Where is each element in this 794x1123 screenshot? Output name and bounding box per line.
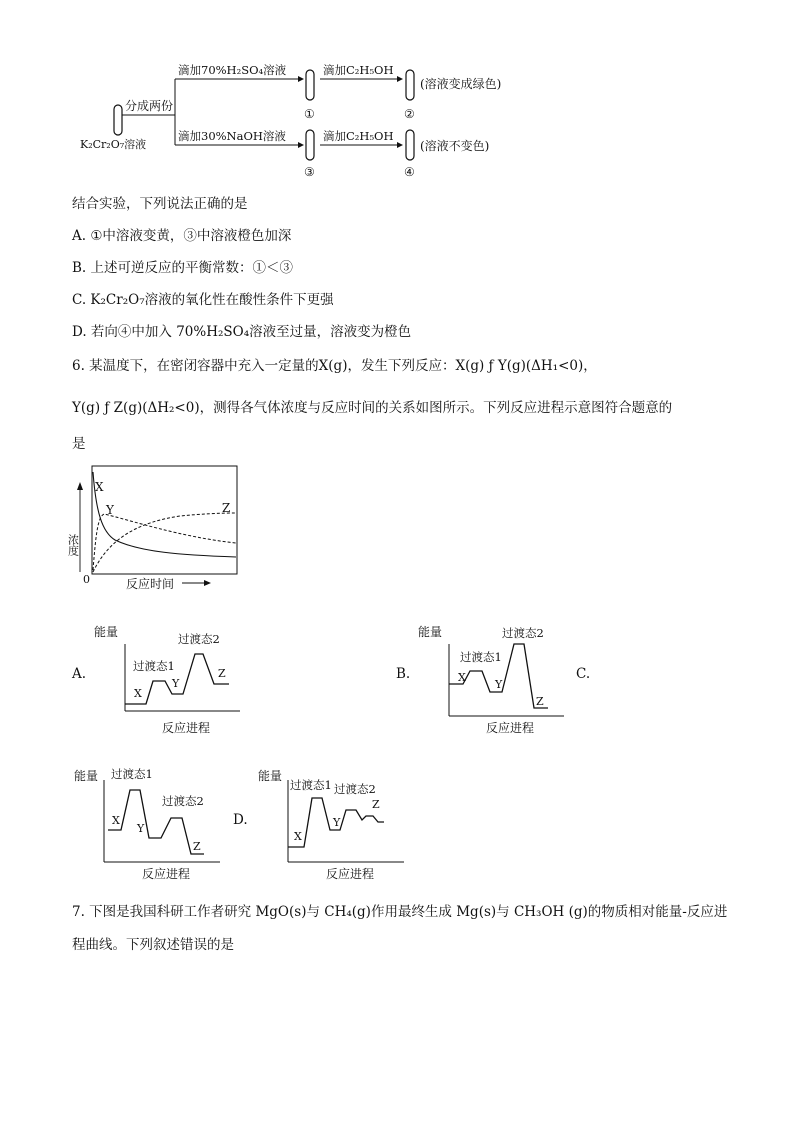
transition-state-2: 过渡态2: [178, 632, 220, 646]
result-upper: (溶液变成绿色): [420, 77, 502, 91]
test-tube-3: [306, 130, 314, 160]
species-x: X: [294, 830, 302, 843]
concentration-time-graph: [66, 462, 245, 594]
graph-origin: 0: [83, 573, 90, 586]
result-lower: (溶液不变色): [420, 139, 490, 153]
upper-add-label: 滴加C₂H₅OH: [323, 63, 394, 77]
energy-diagram-c: [70, 760, 230, 885]
species-y: Y: [333, 816, 341, 829]
species-z: Z: [218, 667, 226, 680]
transition-state-2: 过渡态2: [162, 794, 204, 808]
tube-2-label: ②: [404, 107, 415, 121]
tube-3-label: ③: [304, 165, 315, 179]
energy-xlabel: 反应进程: [142, 867, 191, 881]
lower-add-label: 滴加C₂H₅OH: [323, 129, 394, 143]
q7-stem-line2: 程曲线。下列叙述错误的是: [72, 937, 234, 953]
transition-state-2: 过渡态2: [334, 782, 376, 796]
transition-state-1: 过渡态1: [460, 650, 502, 664]
species-y: Y: [137, 822, 145, 835]
q6-stem-line3: 是: [72, 436, 86, 452]
species-z: Z: [372, 798, 380, 811]
tube-4-label: ④: [404, 165, 415, 179]
q5-option-d: D. 若向④中加入 70%H₂SO₄溶液至过量，溶液变为橙色: [72, 324, 412, 340]
q5-option-a: A. ①中溶液变黄，③中溶液橙色加深: [72, 228, 292, 244]
graph-label-y: Y: [106, 503, 114, 517]
graph-label-z: Z: [222, 501, 231, 515]
species-y: Y: [495, 678, 503, 691]
species-x: X: [134, 687, 142, 700]
energy-xlabel: 反应进程: [162, 721, 211, 735]
graph-xlabel: 反应时间: [126, 577, 175, 591]
q6-stem-line1: 6. 某温度下，在密闭容器中充入一定量的X(g)，发生下列反应：X(g) ƒ Y(g)(ΔH₁<0)，: [72, 358, 597, 374]
energy-xlabel: 反应进程: [326, 867, 375, 881]
test-tube-4: [406, 130, 414, 160]
energy-diagram-b: [414, 616, 574, 741]
q5-option-b: B. 上述可逆反应的平衡常数：①＜③: [72, 260, 294, 276]
q5-stem: 结合实验，下列说法正确的是: [72, 196, 248, 212]
energy-xlabel: 反应进程: [486, 721, 535, 735]
species-y: Y: [172, 677, 180, 690]
lower-branch-label: 滴加30%NaOH溶液: [178, 129, 286, 143]
graph-ylabel: 浓度: [66, 534, 80, 556]
energy-ylabel: 能量: [258, 769, 283, 783]
q6-option-b-label: B.: [396, 666, 411, 682]
species-x: X: [458, 671, 466, 684]
y-concentration-curve: [93, 514, 236, 570]
energy-ylabel: 能量: [94, 625, 119, 639]
x-concentration-curve: [93, 472, 236, 557]
species-z: Z: [193, 840, 201, 853]
test-tube-1: [306, 70, 314, 100]
test-tube-start: [114, 105, 122, 135]
q5-option-c: C. K₂Cr₂O₇溶液的氧化性在酸性条件下更强: [72, 292, 334, 308]
energy-ylabel: 能量: [74, 769, 99, 783]
split-label: 分成两份: [125, 99, 174, 113]
energy-diagram-a: [90, 616, 250, 741]
upper-branch-label: 滴加70%H₂SO₄溶液: [178, 63, 287, 77]
start-reagent-label: K₂Cr₂O₇溶液: [80, 138, 147, 151]
q6-option-a-label: A.: [72, 666, 87, 682]
z-concentration-curve: [93, 513, 236, 572]
species-z: Z: [536, 695, 544, 708]
test-tube-2: [406, 70, 414, 100]
energy-ylabel: 能量: [418, 625, 443, 639]
energy-diagram-d: [254, 760, 414, 885]
q7-stem-line1: 7. 下图是我国科研工作者研究 MgO(s)与 CH₄(g)作用最终生成 Mg(s)与 CH₃OH (g)的物质相对能量-反应进: [72, 904, 728, 920]
tube-1-label: ①: [304, 107, 315, 121]
graph-label-x: X: [95, 480, 104, 494]
q6-stem-line2: Y(g) ƒ Z(g)(ΔH₂<0)，测得各气体浓度与反应时间的关系如图所示。下列反应进程示意图符合题意的: [72, 400, 673, 416]
q6-option-c-label: C.: [576, 666, 591, 682]
transition-state-2: 过渡态2: [502, 626, 544, 640]
transition-state-1: 过渡态1: [133, 659, 175, 673]
q5-experiment-diagram: [70, 60, 530, 180]
q6-option-d-label: D.: [233, 812, 248, 828]
species-x: X: [112, 814, 120, 827]
transition-state-1: 过渡态1: [290, 778, 332, 792]
transition-state-1: 过渡态1: [111, 767, 153, 781]
